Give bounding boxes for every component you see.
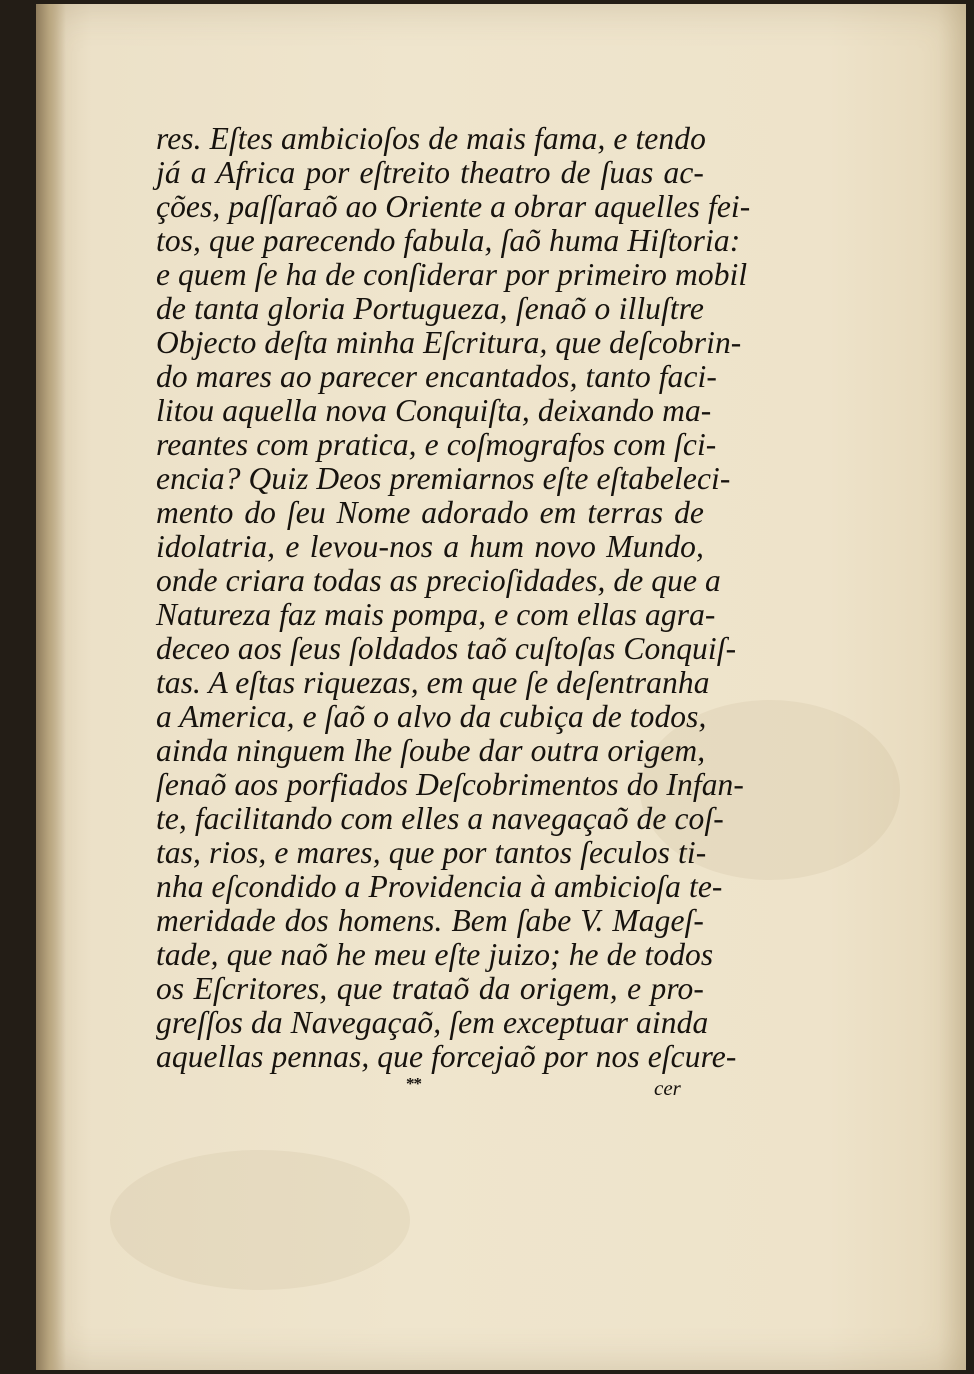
text-line: reantes com pratica, e coſmografos com ſci- bbox=[156, 427, 717, 462]
text-line: onde criara todas as precioſidades, de que a bbox=[156, 563, 721, 598]
catchword: cer bbox=[654, 1076, 681, 1100]
text-line: tade, que naõ he meu eſte juizo; he de todos bbox=[156, 937, 714, 972]
text-line: de tanta gloria Portugueza, ſenaõ o illuſtre bbox=[156, 291, 704, 326]
text-line: ções, paſſaraõ ao Oriente a obrar aquelles fei- bbox=[156, 189, 751, 224]
text-line: nha eſcondido a Providencia à ambicioſa te- bbox=[156, 869, 723, 904]
text-line: mento do ſeu Nome adorado em terras de bbox=[156, 495, 704, 530]
text-line: tos, que parecendo fabula, ſaõ huma Hiſtoria: bbox=[156, 223, 741, 258]
text-line: idolatria, e levou-nos a hum novo Mundo, bbox=[156, 529, 704, 564]
text-line: meridade dos homens. Bem ſabe V. Mageſ- bbox=[156, 903, 704, 938]
text-line: aquellas pennas, que forcejaõ por nos eſcure- bbox=[156, 1039, 737, 1074]
text-line: encia? Quiz Deos premiarnos eſte eſtabeleci- bbox=[156, 461, 731, 496]
text-line: tas. A eſtas riquezas, em que ſe deſentranha bbox=[156, 665, 710, 700]
text-line: tas, rios, e mares, que por tantos ſeculos ti- bbox=[156, 835, 707, 870]
text-line: te, facilitando com elles a navegaçaõ de coſ- bbox=[156, 801, 724, 836]
text-line: litou aquella nova Conquiſta, deixando ma- bbox=[156, 393, 712, 428]
text-line: a America, e ſaõ o alvo da cubiça de todos, bbox=[156, 699, 707, 734]
text-line: Objecto deſta minha Eſcritura, que deſcobrin- bbox=[156, 325, 742, 360]
text-line: e quem ſe ha de conſiderar por primeiro mobil bbox=[156, 257, 748, 292]
page-gutter bbox=[36, 4, 66, 1370]
text-line: res. Eſtes ambicioſos de mais fama, e tendo bbox=[156, 121, 706, 156]
body-text bbox=[156, 121, 751, 1074]
text-line: Natureza faz mais pompa, e com ellas agra- bbox=[156, 597, 716, 632]
signature-mark: ** bbox=[406, 1074, 421, 1093]
text-line: do mares ao parecer encantados, tanto faci- bbox=[156, 359, 717, 394]
paper-stain bbox=[110, 1150, 410, 1290]
text-line: ainda ninguem lhe ſoube dar outra origem, bbox=[156, 733, 706, 768]
text-line: já a Africa por eſtreito theatro de ſuas ac- bbox=[156, 155, 704, 190]
text-line: os Eſcritores, que trataõ da origem, e pro- bbox=[156, 971, 704, 1006]
text-line: deceo aos ſeus ſoldados taõ cuſtoſas Conquiſ- bbox=[156, 631, 737, 666]
text-line: greſſos da Navegaçaõ, ſem exceptuar ainda bbox=[156, 1005, 709, 1040]
text-line: ſenaõ aos porfiados Deſcobrimentos do Infan- bbox=[156, 767, 744, 802]
